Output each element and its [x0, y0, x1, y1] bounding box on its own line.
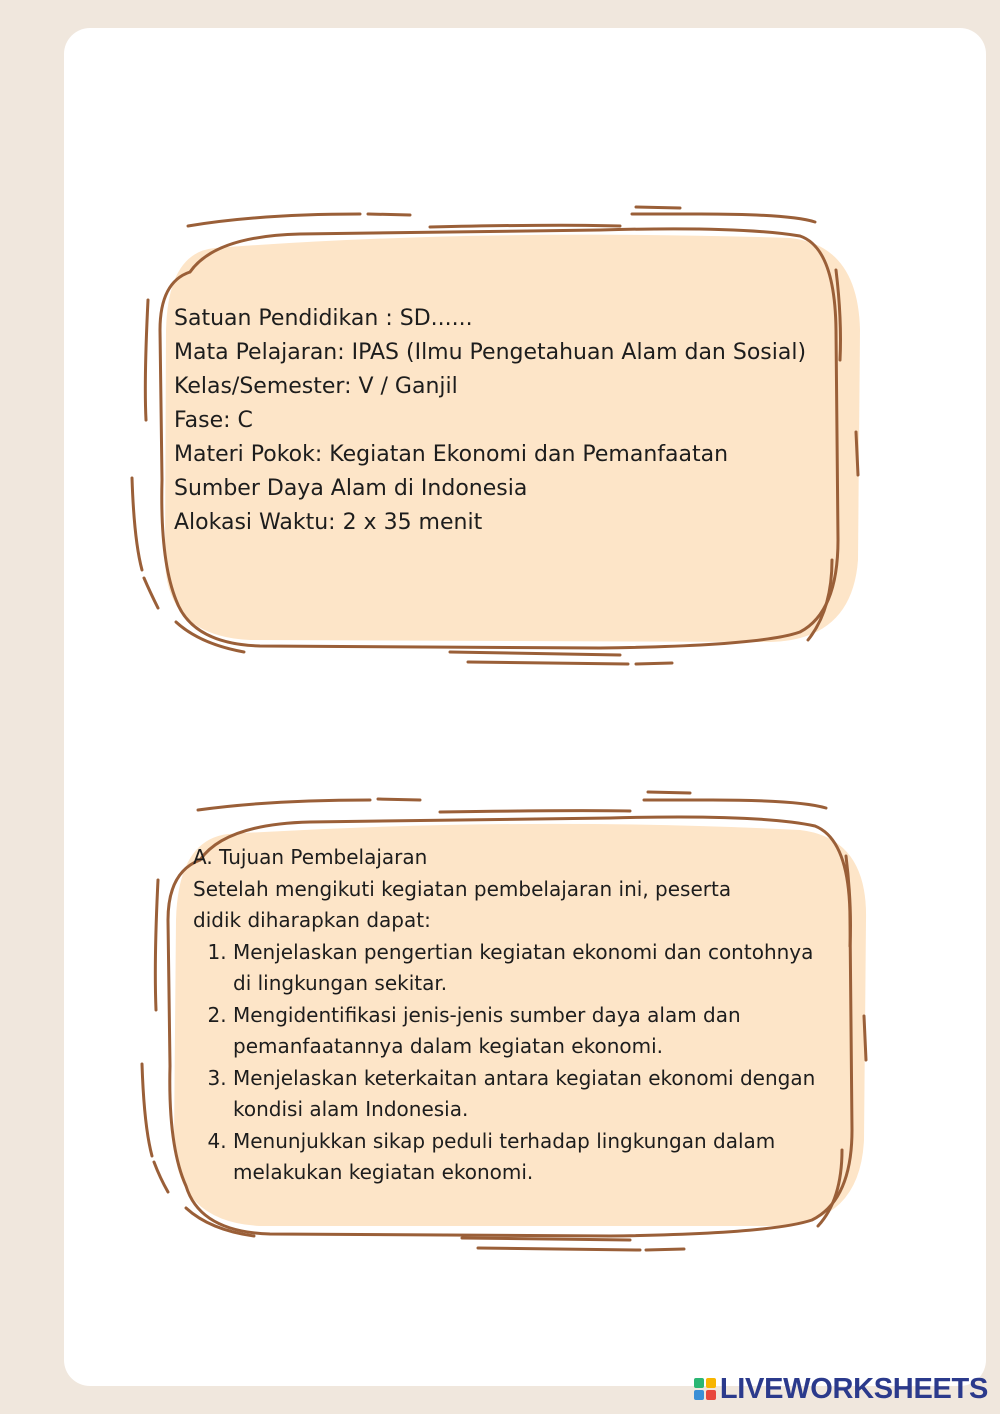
info-line-subject: Mata Pelajaran: IPAS (Ilmu Pengetahuan Alam dan Sosial): [174, 340, 807, 365]
info-line-topic-continued: Sumber Daya Alam di Indonesia: [174, 476, 528, 501]
info-line-school: Satuan Pendidikan : SD......: [174, 306, 473, 331]
liveworksheets-wordmark: LIVEWORKSHEETS: [719, 1372, 988, 1405]
info-line-time-allocation: Alokasi Waktu: 2 x 35 menit: [174, 510, 483, 535]
objectives-list: [193, 937, 833, 1189]
info-line-phase: Fase: C: [174, 408, 253, 433]
info-card: [174, 302, 834, 540]
objective-item: 1. Menjelaskan pengertian kegiatan ekonomi dan contohnya di lingkungan sekitar.: [233, 937, 833, 1000]
objective-item: 2. Mengidentifikasi jenis-jenis sumber daya alam dan pemanfaatannya dalam kegiatan ekonomi.: [233, 1000, 833, 1063]
info-line-topic: Materi Pokok: Kegiatan Ekonomi dan Pemanfaatan: [174, 442, 729, 467]
liveworksheets-logo-icon: [694, 1378, 716, 1400]
objective-item: 3. Menjelaskan keterkaitan antara kegiatan ekonomi dengan kondisi alam Indonesia.: [233, 1063, 833, 1126]
objective-item: 4. Menunjukkan sikap peduli terhadap lingkungan dalam melakukan kegiatan ekonomi.: [233, 1126, 833, 1189]
objectives-heading: A. Tujuan Pembelajaran: [193, 845, 428, 869]
info-line-class-semester: Kelas/Semester: V / Ganjil: [174, 374, 458, 399]
liveworksheets-watermark: [694, 1374, 988, 1404]
objectives-card: [193, 842, 833, 1189]
objectives-intro: Setelah mengikuti kegiatan pembelajaran ini, peserta didik diharapkan dapat:: [193, 876, 732, 932]
